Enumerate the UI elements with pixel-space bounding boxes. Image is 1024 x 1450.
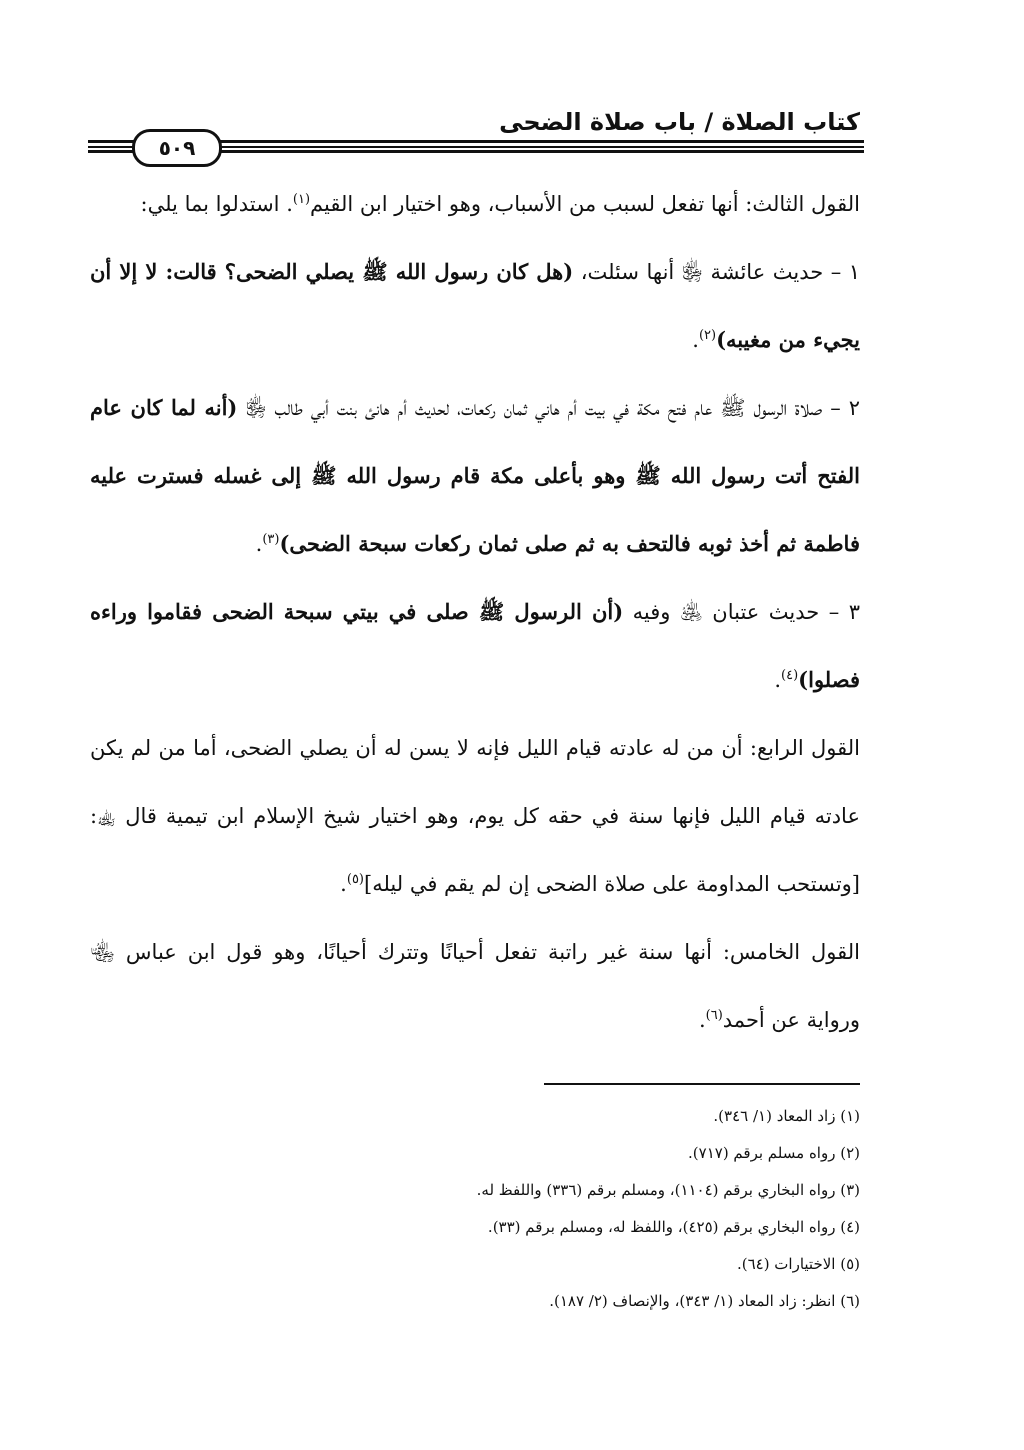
main-text: [90, 170, 860, 1054]
paragraph-evidence-3: [90, 578, 860, 714]
paragraph-tail: .: [774, 668, 782, 692]
footnote: (٢) رواه مسلم برقم (٧١٧).: [688, 1144, 860, 1162]
paragraph-tail: . استدلوا بما يلي:: [140, 192, 293, 216]
page-number: ٥٠٩: [132, 129, 222, 167]
paragraph-intro: ٢ – صلاة الرسول ﷺ عام فتح مكة في بيت أم هاني ثمان ركعات، لحديث أم هانئ بنت أبي طالب ﵂: [237, 396, 861, 420]
paragraph-intro: ٣ – حديث عتبان ﵁ وفيه: [623, 600, 860, 624]
footnote-ref: (٤): [781, 668, 799, 683]
paragraph-text: القول الرابع: أن من له عادته قيام الليل فإنه لا يسن له أن يصلي الضحى، أما من لم يكن عادته قيام الليل فإنها سنة في حقه كل يوم، وهو اختيار شيخ الإسلام ابن تيمية قال ﵀: [وتستحب المداومة على صلاة الضحى إن لم يقم في ليله]: [90, 736, 860, 896]
footnote: (٤) رواه البخاري برقم (٤٢٥)، واللفظ له، ومسلم برقم (٣٣).: [487, 1218, 860, 1236]
footnote-ref: (٣): [262, 532, 280, 547]
paragraph-tail: .: [255, 532, 263, 556]
hadith-quote: (أن الرسول ﷺ صلى في بيتي سبحة الضحى فقاموا وراءه فصلوا): [90, 599, 860, 692]
chapter-title: كتاب الصلاة / باب صلاة الضحى: [499, 108, 860, 136]
paragraph-fifth-opinion: [90, 918, 860, 1054]
footnote-ref: (١): [292, 192, 311, 207]
hadith-quote: (أنه لما كان عام الفتح أتت رسول الله ﷺ وهو بأعلى مكة قام رسول الله ﷺ إلى غسله فسترت عليه فاطمة ثم أخذ ثوبه فالتحف به ثم صلى ثمان ركعات سبحة الضحى): [90, 395, 860, 556]
paragraph-tail: .: [698, 1008, 706, 1032]
paragraph-evidence-2: [90, 374, 860, 578]
paragraph-third-opinion: [90, 170, 860, 238]
paragraph-intro: ١ – حديث عائشة ﵂ أنها سئلت،: [573, 260, 860, 284]
footnotes: [90, 1098, 860, 1320]
footnote-ref: (٥): [346, 872, 364, 887]
footnote: (٦) انظر: زاد المعاد (١/ ٣٤٣)، والإنصاف (٢/ ١٨٧).: [549, 1292, 860, 1310]
paragraph-text: القول الثالث: أنها تفعل لسبب من الأسباب، وهو اختيار ابن القيم: [310, 192, 860, 216]
paragraph-text: القول الخامس: أنها سنة غير راتبة تفعل أحيانًا وتترك أحيانًا، وهو قول ابن عباس ﵄ ورواية عن أحمد: [90, 940, 860, 1032]
running-header: [88, 100, 864, 160]
paragraph-evidence-1: [90, 238, 860, 374]
footnote: (٣) رواه البخاري برقم (١١٠٤)، ومسلم برقم (٣٣٦) واللفظ له.: [476, 1181, 860, 1199]
footnote-ref: (٢): [698, 328, 717, 343]
footnote: (٥) الاختيارات (٦٤).: [736, 1255, 860, 1273]
hadith-quote: (هل كان رسول الله ﷺ يصلي الضحى؟ قالت: لا إلا أن يجيء من مغيبه): [90, 259, 860, 352]
paragraph-tail: .: [340, 872, 347, 896]
paragraph-tail: .: [692, 328, 699, 352]
footnote: (١) زاد المعاد (١/ ٣٤٦).: [713, 1107, 860, 1125]
footnote-separator: [544, 1083, 860, 1085]
footnote-ref: (٦): [705, 1008, 723, 1023]
paragraph-fourth-opinion: [90, 714, 860, 918]
